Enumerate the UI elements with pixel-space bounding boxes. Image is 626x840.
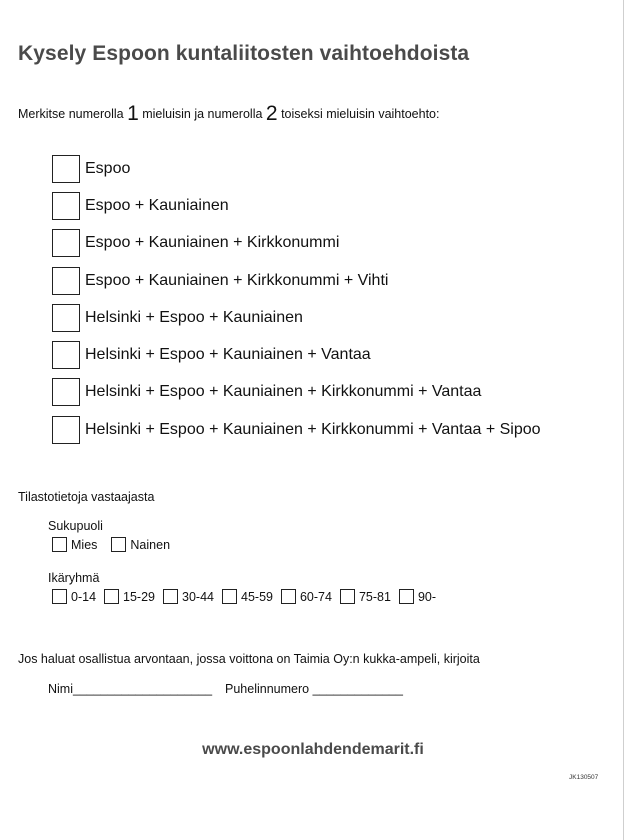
age-option <box>52 589 96 604</box>
instruction-part-3: toiseksi mieluisin vaihtoehto: <box>277 107 440 121</box>
option-checkbox[interactable] <box>52 378 80 406</box>
option-checkbox[interactable] <box>52 192 80 220</box>
age-option <box>163 589 214 604</box>
age-checkbox[interactable] <box>281 589 296 604</box>
gender-label-male: Mies <box>71 537 98 552</box>
age-option <box>222 589 273 604</box>
age-label: Ikäryhmä <box>48 571 100 585</box>
option-row <box>52 225 622 262</box>
statistics-title: Tilastotietoja vastaajasta <box>18 490 155 504</box>
name-field[interactable]: Nimi____________________ <box>48 682 213 696</box>
age-option-label: 60-74 <box>299 589 332 604</box>
instruction-part-1: Merkitse numerolla <box>18 107 128 121</box>
gender-option <box>52 537 97 552</box>
option-checkbox[interactable] <box>52 229 80 257</box>
age-option <box>399 589 436 604</box>
option-row <box>52 336 622 373</box>
option-row <box>52 374 622 411</box>
option-checkbox[interactable] <box>52 416 80 444</box>
website-url: www.espoonlahdendemarit.fi <box>202 741 424 758</box>
option-label: Espoo + Kauniainen + Kirkkonummi + Vihti <box>85 271 389 289</box>
age-option-label: 75-81 <box>358 589 391 604</box>
gender-checkbox-female[interactable] <box>111 537 126 552</box>
age-option-label: 15-29 <box>123 589 156 604</box>
option-label: Espoo + Kauniainen + Kirkkonummi <box>85 234 340 252</box>
age-checkbox[interactable] <box>104 589 119 604</box>
option-label: Helsinki + Espoo + Kauniainen + Kirkkonummi + Vantaa + Sipoo <box>85 420 541 438</box>
contact-fields <box>48 682 403 696</box>
gender-label: Sukupuoli <box>48 519 103 533</box>
age-option <box>281 589 332 604</box>
age-checkbox[interactable] <box>52 589 67 604</box>
raffle-text: Jos haluat osallistua arvontaan, jossa voittona on Taimia Oy:n kukka-ampeli, kirjoita <box>18 652 480 666</box>
option-row <box>52 150 622 187</box>
option-label: Espoo <box>85 159 131 177</box>
option-row <box>52 262 622 299</box>
age-option <box>340 589 391 604</box>
option-label: Helsinki + Espoo + Kauniainen <box>85 308 303 326</box>
instruction-part-2: mieluisin ja numerolla <box>138 107 266 121</box>
number-one: 1 <box>127 102 139 125</box>
age-option-label: 45-59 <box>241 589 273 604</box>
phone-field[interactable]: Puhelinnumero _____________ <box>225 682 403 696</box>
age-option <box>104 589 155 604</box>
option-label: Helsinki + Espoo + Kauniainen + Vantaa <box>85 346 371 364</box>
instruction-text <box>18 100 439 128</box>
option-checkbox[interactable] <box>52 304 80 332</box>
option-checkbox[interactable] <box>52 155 80 183</box>
age-checkbox[interactable] <box>340 589 355 604</box>
number-two: 2 <box>265 102 278 125</box>
gender-checkbox-male[interactable] <box>52 537 67 552</box>
gender-label-female: Nainen <box>130 537 171 552</box>
gender-row <box>52 537 178 552</box>
option-checkbox[interactable] <box>52 267 80 295</box>
age-checkbox[interactable] <box>399 589 414 604</box>
page-edge <box>623 0 624 840</box>
age-checkbox[interactable] <box>222 589 237 604</box>
page-title: Kysely Espoon kuntaliitosten vaihtoehdoista <box>18 42 470 65</box>
option-label: Espoo + Kauniainen <box>85 196 229 214</box>
age-option-label: 0-14 <box>71 589 97 604</box>
option-checkbox[interactable] <box>52 341 80 369</box>
age-option-label: 30-44 <box>182 589 214 604</box>
age-row <box>52 589 444 604</box>
gender-option <box>111 537 170 552</box>
option-row <box>52 299 622 336</box>
option-list <box>52 150 622 448</box>
age-checkbox[interactable] <box>163 589 178 604</box>
age-option-label: 90- <box>417 589 437 604</box>
option-label: Helsinki + Espoo + Kauniainen + Kirkkonummi + Vantaa <box>85 383 482 401</box>
option-row <box>52 187 622 224</box>
document-code: JK130507 <box>569 774 599 781</box>
option-row <box>52 411 622 448</box>
